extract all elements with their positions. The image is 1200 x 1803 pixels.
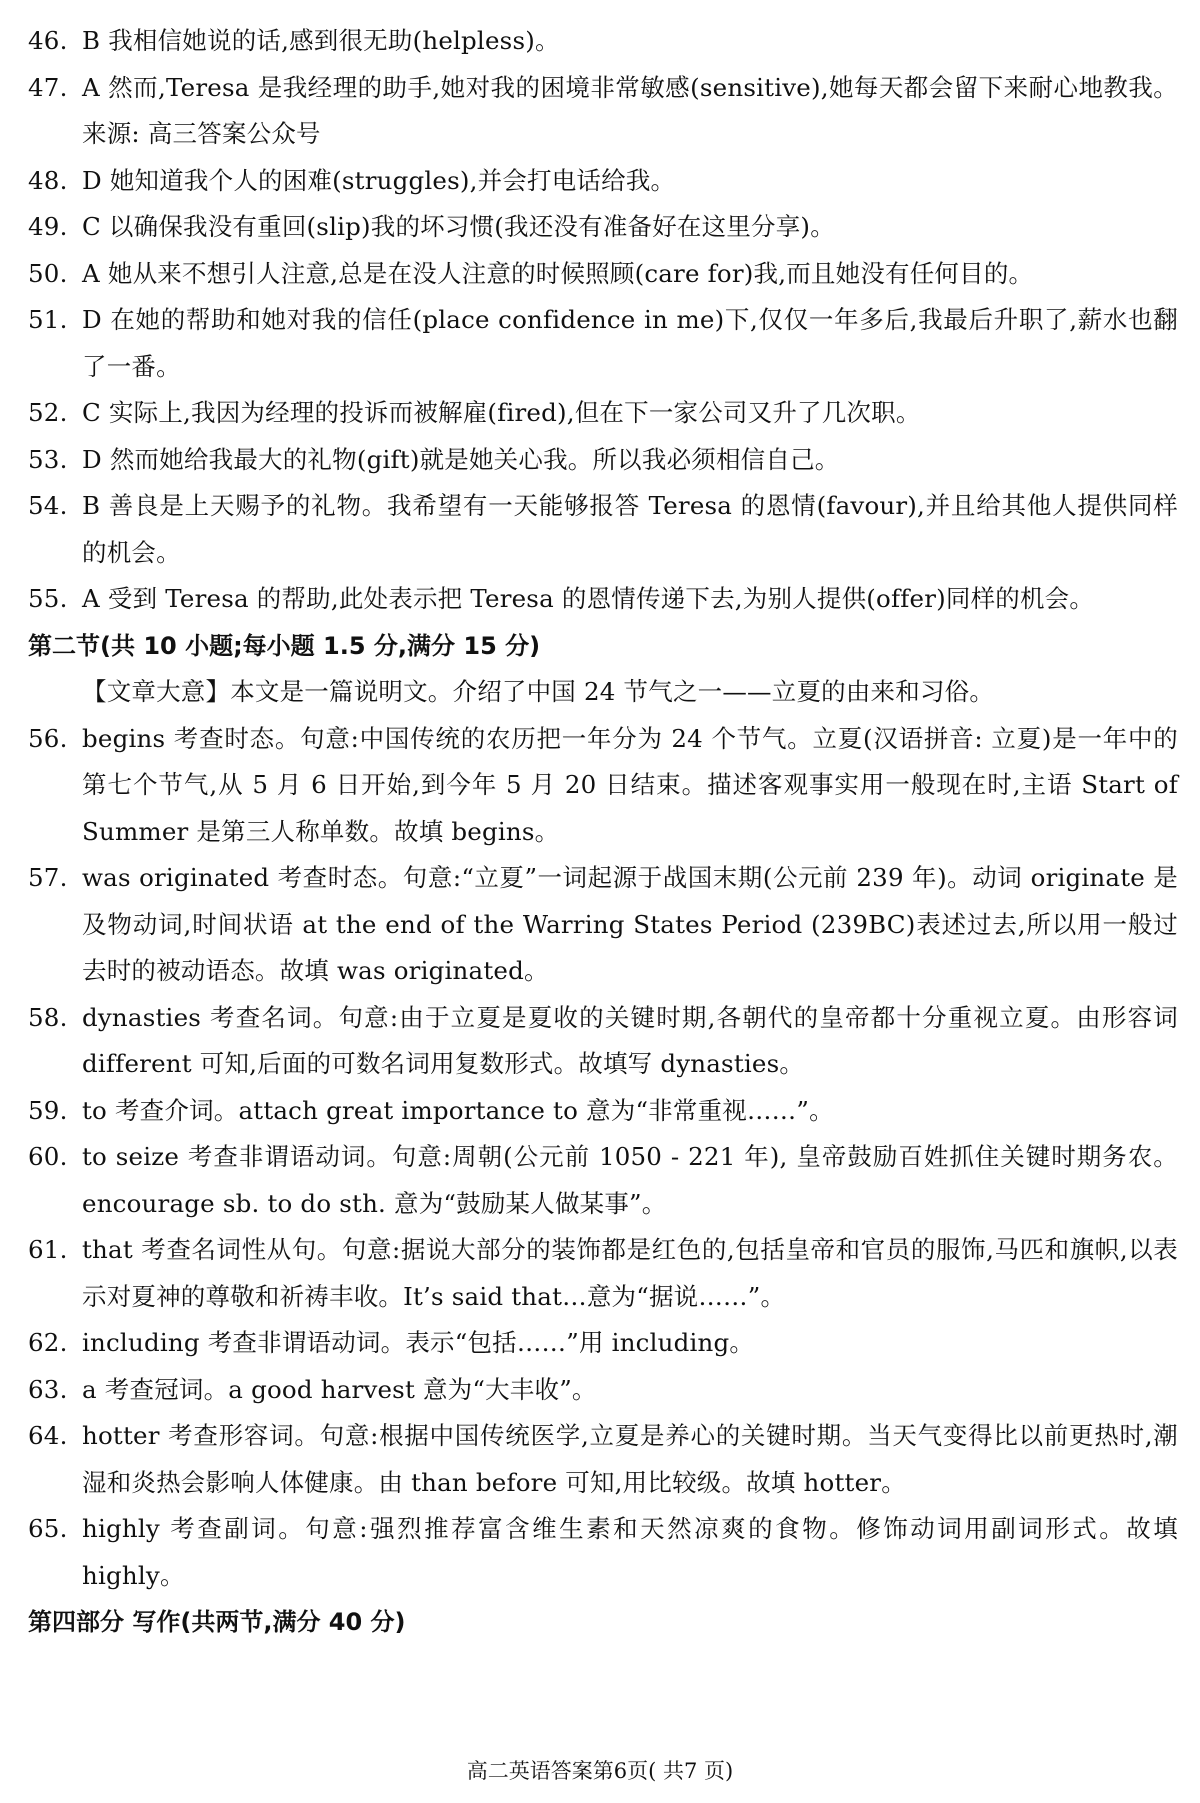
item-number: 56. <box>28 723 68 753</box>
answer-item-55 <box>28 576 1178 623</box>
answer-item-60 <box>28 1134 1178 1227</box>
item-number: 49. <box>28 212 68 241</box>
answer-item-46 <box>28 18 1178 65</box>
answer-item-48 <box>28 158 1178 205</box>
item-number: 54. <box>28 491 68 520</box>
answer-item-47 <box>28 65 1178 158</box>
part-four-heading: 第四部分 写作(共两节,满分 40 分) <box>28 1608 406 1636</box>
item-text: to 考查介词。attach great importance to 意为“非常重视……”。 <box>82 1095 834 1125</box>
item-text: A 受到 Teresa 的帮助,此处表示把 Teresa 的恩情传递下去,为别人提供(offer)同样的机会。 <box>82 584 1095 613</box>
section-two-heading: 第二节(共 10 小题;每小题 1.5 分,满分 15 分) <box>28 631 541 660</box>
item-text: C 实际上,我因为经理的投诉而被解雇(fired),但在下一家公司又升了几次职。 <box>82 398 921 427</box>
item-text: dynasties 考查名词。句意:由于立夏是夏收的关键时期,各朝代的皇帝都十分重视立夏。由形容词 different 可知,后面的可数名词用复数形式。故填写 dynasties。 <box>82 1002 1178 1078</box>
item-number: 51. <box>28 305 68 334</box>
answers-46-55 <box>28 18 1178 623</box>
answer-item-57 <box>28 855 1178 995</box>
answer-item-54 <box>28 483 1178 576</box>
item-text: that 考查名词性从句。句意:据说大部分的装饰都是红色的,包括皇帝和官员的服饰,马匹和旗帜,以表示对夏神的尊敬和祈祷丰收。It’s said that…意为“据说……”。 <box>82 1235 1178 1311</box>
answers-56-65 <box>28 716 1178 1600</box>
item-text: begins 考查时态。句意:中国传统的农历把一年分为 24 个节气。立夏(汉语拼音: 立夏)是一年中的第七个节气,从 5 月 6 日开始,到今年 5 月 20 日结束。描述客观事实用一般现在时,主语 Start of Summer 是第三人称单数。故填 begins。 <box>82 723 1178 846</box>
item-number: 64. <box>28 1421 68 1450</box>
answer-item-64 <box>28 1413 1178 1506</box>
answer-item-63 <box>28 1367 1178 1414</box>
item-text: was originated 考查时态。句意:“立夏”一词起源于战国末期(公元前 239 年)。动词 originate 是及物动词,时间状语 at the end of the Warring States Period (239BC)表述过去,所以用一般过去时的被动语态。故填 was originated。 <box>82 863 1178 985</box>
item-text: C 以确保我没有重回(slip)我的坏习惯(我还没有准备好在这里分享)。 <box>82 212 835 241</box>
item-text: D 她知道我个人的困难(struggles),并会打电话给我。 <box>82 165 676 195</box>
article-summary: 【文章大意】本文是一篇说明文。介绍了中国 24 节气之一——立夏的由来和习俗。 <box>82 677 995 706</box>
item-text: B 我相信她说的话,感到很无助(helpless)。 <box>82 26 560 55</box>
item-text: including 考查非谓语动词。表示“包括……”用 including。 <box>82 1328 755 1357</box>
item-text: D 在她的帮助和她对我的信任(place confidence in me)下,仅仅一年多后,我最后升职了,薪水也翻了一番。 <box>82 305 1178 381</box>
answer-item-62 <box>28 1320 1178 1367</box>
page-footer: 高二英语答案第6页( 共7 页) <box>466 1759 734 1783</box>
item-text: a 考查冠词。a good harvest 意为“大丰收”。 <box>82 1374 597 1404</box>
item-number: 65. <box>28 1514 68 1543</box>
item-text: B 善良是上天赐予的礼物。我希望有一天能够报答 Teresa 的恩情(favour),并且给其他人提供同样的机会。 <box>82 491 1178 567</box>
item-number: 59. <box>28 1095 68 1125</box>
item-text: A 她从来不想引人注意,总是在没人注意的时候照顾(care for)我,而且她没有任何目的。 <box>82 258 1034 288</box>
item-text: hotter 考查形容词。句意:根据中国传统医学,立夏是养心的关键时期。当天气变得比以前更热时,潮湿和炎热会影响人体健康。由 than before 可知,用比较级。故填 hotter。 <box>82 1421 1178 1497</box>
answer-page <box>28 18 1178 1646</box>
item-text: to seize 考查非谓语动词。句意:周朝(公元前 1050 - 221 年), 皇帝鼓励百姓抓住关键时期务农。encourage sb. to do sth. 意为“鼓励某人做某事”。 <box>82 1142 1178 1218</box>
answer-item-59 <box>28 1088 1178 1135</box>
item-number: 46. <box>28 26 68 55</box>
answer-item-56 <box>28 716 1178 856</box>
answer-item-52 <box>28 390 1178 437</box>
answer-item-51 <box>28 297 1178 390</box>
item-number: 53. <box>28 444 68 474</box>
item-number: 62. <box>28 1328 68 1357</box>
item-number: 48. <box>28 165 68 195</box>
item-number: 50. <box>28 258 68 288</box>
item-text: highly 考查副词。句意:强烈推荐富含维生素和天然凉爽的食物。修饰动词用副词形式。故填 highly。 <box>82 1514 1178 1590</box>
answer-item-50 <box>28 251 1178 298</box>
item-number: 57. <box>28 863 68 892</box>
item-number: 58. <box>28 1002 68 1032</box>
item-number: 60. <box>28 1142 68 1171</box>
answer-item-58 <box>28 995 1178 1088</box>
item-number: 63. <box>28 1374 68 1404</box>
item-number: 47. <box>28 72 68 102</box>
item-number: 55. <box>28 584 68 613</box>
item-number: 52. <box>28 398 68 427</box>
item-text: A 然而,Teresa 是我经理的助手,她对我的困境非常敏感(sensitive),她每天都会留下来耐心地教我。来源: 高三答案公众号 <box>82 72 1178 148</box>
item-number: 61. <box>28 1235 68 1264</box>
answer-item-61 <box>28 1227 1178 1320</box>
item-text: D 然而她给我最大的礼物(gift)就是她关心我。所以我必须相信自己。 <box>82 444 840 474</box>
answer-item-65 <box>28 1506 1178 1599</box>
answer-item-53 <box>28 437 1178 484</box>
answer-item-49 <box>28 204 1178 251</box>
